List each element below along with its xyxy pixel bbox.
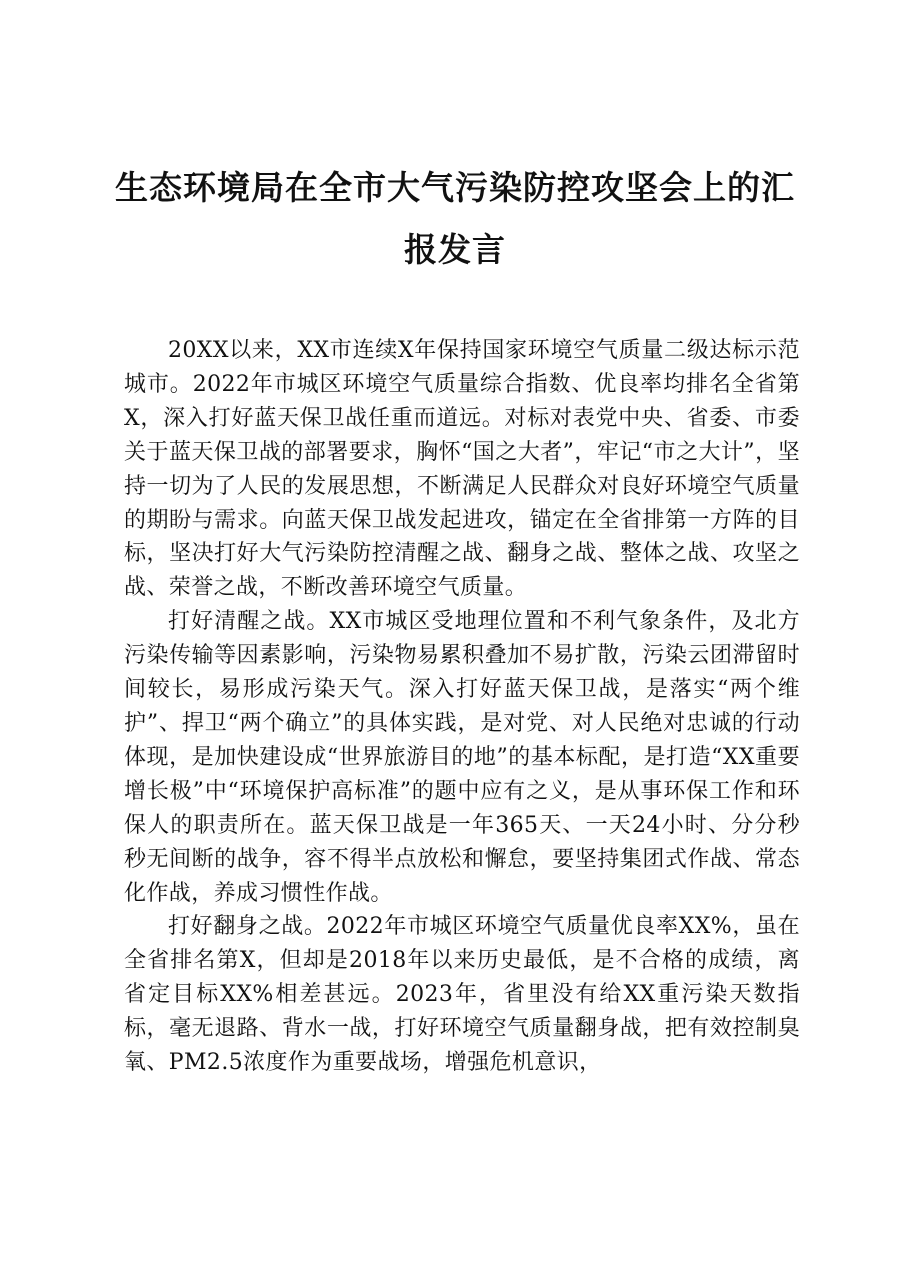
document-title-line-1: 生态环境局在全市大气污染防控攻坚会上的汇 <box>115 168 795 207</box>
paragraph-turnaround-battle: 打好翻身之战。2022年市城区环境空气质量优良率XX%，虽在全省排名第X，但却是2018年以来历史最低，是不合格的成绩，离省定目标XX%相差甚远。2023年，省里没有给XX重污染天数指标，毫无退路、背水一战，打好环境空气质量翻身战，把有效控制臭氧、PM2.5浓度作为重要战场，增强危机意识， <box>124 914 800 1076</box>
document-body <box>124 334 800 1080</box>
document-title-line-2: 报发言 <box>404 230 506 269</box>
paragraph-intro: 20XX以来，XX市连续X年保持国家环境空气质量二级达标示范城市。2022年市城区环境空气质量综合指数、优良率均排名全省第X，深入打好蓝天保卫战任重而道远。对标对表党中央、省委、市委关于蓝天保卫战的部署要求，胸怀“国之大者”，牢记“市之大计”，坚持一切为了人民的发展思想，不断满足人民群众对良好环境空气质量的期盼与需求。向蓝天保卫战发起进攻，锚定在全省排第一方阵的目标，坚决打好大气污染防控清醒之战、翻身之战、整体之战、攻坚之战、荣誉之战，不断改善环境空气质量。 <box>124 338 800 601</box>
paragraph-clear-minded-battle: 打好清醒之战。XX市城区受地理位置和不利气象条件，及北方污染传输等因素影响，污染物易累积叠加不易扩散，污染云团滞留时间较长，易形成污染天气。深入打好蓝天保卫战，是落实“两个维护”、捍卫“两个确立”的具体实践，是对党、对人民绝对忠诚的行动体现，是加快建设成“世界旅游目的地”的基本标配，是打造“XX重要增长极”中“环境保护高标准”的题中应有之义，是从事环保工作和环保人的职责所在。蓝天保卫战是一年365天、一天24小时、分分秒秒无间断的战争，容不得半点放松和懈怠，要坚持集团式作战、常态化作战，养成习惯性作战。 <box>124 609 800 906</box>
